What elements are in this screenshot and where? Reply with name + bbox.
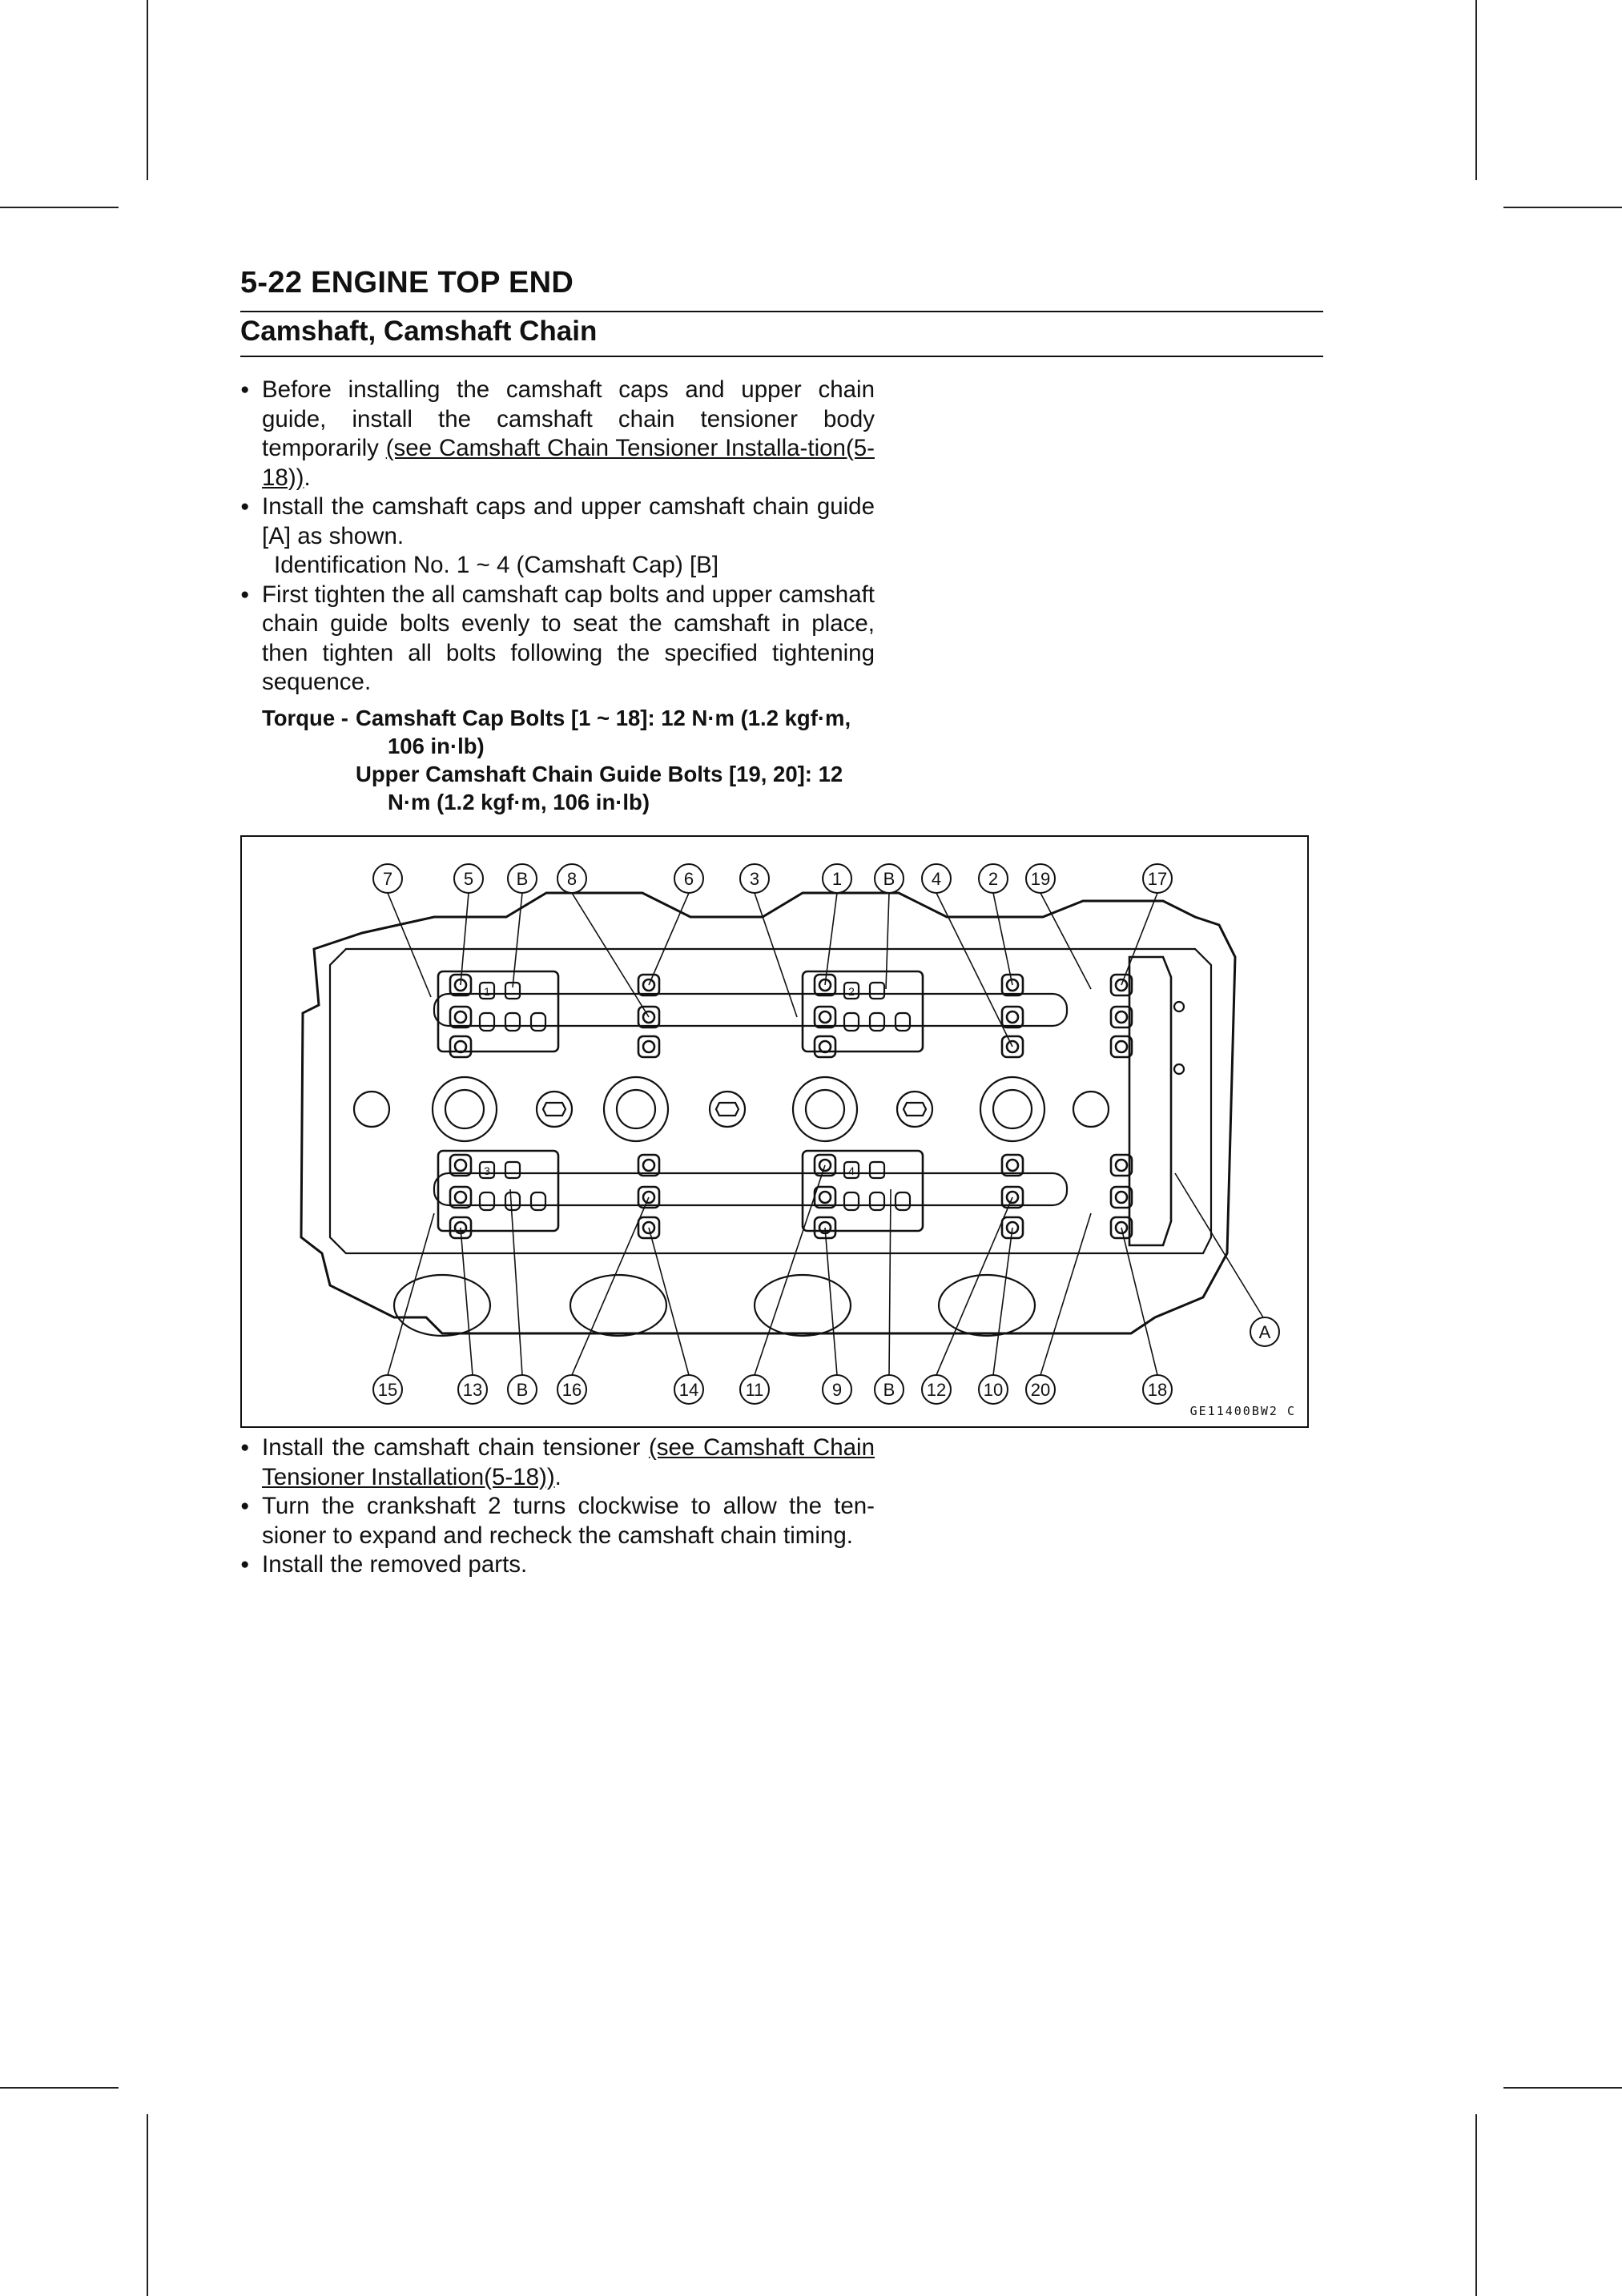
callout-bolt-8 bbox=[557, 864, 586, 893]
head-bolt bbox=[904, 1103, 926, 1116]
leader-line bbox=[825, 1228, 837, 1375]
cap-bolt bbox=[819, 1192, 831, 1203]
leader-line bbox=[993, 893, 1012, 985]
callout-bolt-7 bbox=[373, 864, 402, 893]
cap-bolt bbox=[643, 1041, 654, 1052]
callout-chain-guide bbox=[1250, 1317, 1279, 1346]
svg-text:18: 18 bbox=[1147, 1380, 1168, 1400]
cap-bolt bbox=[455, 1011, 466, 1023]
cap-id-number: 1 bbox=[484, 985, 490, 998]
exhaust-port bbox=[570, 1275, 666, 1336]
cap-bolt bbox=[819, 1011, 831, 1023]
cap-id-number: 3 bbox=[484, 1164, 490, 1177]
leader-line bbox=[461, 1228, 473, 1375]
cap-slot bbox=[531, 1192, 545, 1210]
crop-mark bbox=[0, 207, 119, 208]
exhaust-port bbox=[939, 1275, 1035, 1336]
torque-guide-bolts: Upper Camshaft Chain Guide Bolts [19, 20]: 12 bbox=[356, 761, 843, 786]
callout-bolt-18 bbox=[1143, 1375, 1172, 1404]
cap-bolt bbox=[643, 1160, 654, 1171]
svg-text:15: 15 bbox=[377, 1380, 398, 1400]
chain-guide-hole bbox=[1174, 1064, 1184, 1074]
head-bolt bbox=[716, 1103, 739, 1116]
cap-bolt bbox=[1002, 1007, 1023, 1027]
svg-text:11: 11 bbox=[745, 1380, 764, 1400]
cap-bolt bbox=[455, 1192, 466, 1203]
leader-line bbox=[1175, 1173, 1263, 1317]
cap-slot bbox=[844, 1013, 859, 1031]
leader-line bbox=[513, 893, 522, 987]
callout-bolt-19 bbox=[1026, 864, 1055, 893]
head-bolt bbox=[354, 1092, 389, 1127]
head-outline bbox=[301, 893, 1235, 1333]
spark-plug-well bbox=[980, 1077, 1044, 1141]
svg-text:13: 13 bbox=[462, 1380, 483, 1400]
svg-text:20: 20 bbox=[1030, 1380, 1051, 1400]
cap-id-number: 2 bbox=[848, 985, 855, 998]
cap-slot bbox=[870, 1192, 884, 1210]
exhaust-camshaft bbox=[434, 994, 1067, 1026]
leader-line bbox=[755, 1165, 825, 1375]
cap-slot bbox=[870, 983, 884, 999]
callout-labels bbox=[373, 864, 1279, 1404]
cap-bolt bbox=[1116, 1192, 1127, 1203]
callout-bolt-11 bbox=[740, 1375, 769, 1404]
cap-bolt bbox=[1007, 1011, 1018, 1023]
svg-text:5: 5 bbox=[463, 869, 474, 889]
page-title: Camshaft, Camshaft Chain bbox=[240, 316, 598, 347]
callout-bolt-15 bbox=[373, 1375, 402, 1404]
leader-lines bbox=[388, 893, 1263, 1375]
cap-bolt bbox=[815, 1007, 835, 1027]
cylinder-head-figure bbox=[240, 835, 1309, 1428]
head-bolt bbox=[897, 1092, 932, 1127]
cap-slot bbox=[505, 1162, 520, 1178]
engine-drawing bbox=[301, 893, 1235, 1336]
head-bolt bbox=[1073, 1092, 1109, 1127]
svg-text:19: 19 bbox=[1030, 869, 1051, 889]
cross-reference-link[interactable]: (see Camshaft Chain Tensioner Installa-tion(5-18)) bbox=[262, 435, 875, 491]
leader-line bbox=[649, 1228, 689, 1375]
cap-slot bbox=[896, 1192, 910, 1210]
svg-text:12: 12 bbox=[926, 1380, 947, 1400]
crop-mark bbox=[1475, 0, 1477, 180]
leader-line bbox=[1121, 893, 1157, 985]
head-bolt bbox=[537, 1092, 572, 1127]
step-item: ● Turn the crankshaft 2 turns clockwise to allow the ten-sioner to expand and recheck the camshaft chain timing. bbox=[240, 1492, 875, 1550]
crop-mark bbox=[147, 2114, 148, 2296]
callout-bolt-14 bbox=[674, 1375, 703, 1404]
exhaust-port bbox=[755, 1275, 851, 1336]
cap-slot bbox=[480, 1192, 494, 1210]
crop-mark bbox=[147, 0, 148, 180]
svg-text:B: B bbox=[516, 1380, 529, 1400]
callout-bolt-2 bbox=[979, 864, 1008, 893]
leader-line bbox=[388, 893, 431, 997]
step-item: ● Before installing the camshaft caps and upper chain guide, install the camshaft chain tensioner body temporarily (see Camshaft Chain Tensioner Installa-tion(5-18)). bbox=[240, 376, 875, 493]
cap-slot bbox=[896, 1013, 910, 1031]
svg-text:7: 7 bbox=[382, 869, 393, 889]
svg-text:6: 6 bbox=[683, 869, 694, 889]
instructions-after bbox=[240, 1433, 875, 1580]
svg-text:A: A bbox=[1258, 1322, 1271, 1342]
instructions-before bbox=[240, 376, 875, 816]
callout-bolt-13 bbox=[458, 1375, 487, 1404]
cap-slot bbox=[870, 1013, 884, 1031]
torque-spec: Torque - Camshaft Cap Bolts [1 ~ 18]: 12 N·m (1.2 kgf·m, 106 in·lb) Upper Camshaft Chain Guide Bolts [19, 20]: 12 N·m (1.2 kgf·m, 106 in·lb) bbox=[262, 705, 851, 814]
callout-cap-id bbox=[508, 1375, 537, 1404]
callout-cap-id bbox=[875, 864, 904, 893]
leader-line bbox=[993, 1228, 1012, 1375]
leader-line bbox=[755, 893, 797, 1017]
step-item: ● First tighten the all camshaft cap bolts and upper camshaft chain guide bolts evenly to seat the camshaft in place, then tighten all bolts following the specified tightening sequence. bbox=[240, 581, 875, 698]
spark-plug-well bbox=[433, 1077, 497, 1141]
svg-text:B: B bbox=[883, 869, 896, 889]
leader-line bbox=[572, 893, 649, 1017]
svg-text:B: B bbox=[516, 869, 529, 889]
spark-plug-well bbox=[793, 1077, 857, 1141]
leader-line bbox=[889, 1189, 891, 1375]
section-heading: 5-22 ENGINE TOP END bbox=[240, 266, 574, 300]
figure-code: GE11400BW2 C bbox=[1189, 1404, 1296, 1418]
crop-mark bbox=[1475, 2114, 1477, 2296]
cap-bolt bbox=[450, 1007, 471, 1027]
cap-slot bbox=[505, 1192, 520, 1210]
leader-line bbox=[388, 1213, 434, 1375]
svg-text:16: 16 bbox=[561, 1380, 582, 1400]
leader-line bbox=[886, 893, 889, 989]
torque-cap-bolts: Camshaft Cap Bolts [1 ~ 18]: 12 N·m (1.2 kgf·m, bbox=[356, 705, 851, 730]
head-bolt bbox=[543, 1103, 565, 1116]
cap-slot bbox=[505, 1013, 520, 1031]
spark-plug-well bbox=[993, 1090, 1032, 1128]
callout-bolt-10 bbox=[979, 1375, 1008, 1404]
cap-bolt bbox=[638, 1036, 659, 1057]
cap-slot bbox=[531, 1013, 545, 1031]
svg-text:8: 8 bbox=[566, 869, 578, 889]
identification-note: Identification No. 1 ~ 4 (Camshaft Cap) [B] bbox=[274, 552, 719, 578]
spark-plug-well bbox=[445, 1090, 484, 1128]
cap-bolt bbox=[1116, 1160, 1127, 1171]
callout-bolt-16 bbox=[557, 1375, 586, 1404]
spark-plug-well bbox=[604, 1077, 668, 1141]
svg-text:2: 2 bbox=[988, 869, 999, 889]
leader-line bbox=[1121, 1228, 1157, 1375]
intake-camshaft bbox=[434, 1173, 1067, 1205]
callout-bolt-1 bbox=[823, 864, 851, 893]
crop-mark bbox=[1503, 2087, 1622, 2089]
torque-label: Torque - bbox=[262, 705, 348, 730]
header-rule bbox=[240, 311, 1323, 312]
chain-guide-hole bbox=[1174, 1002, 1184, 1011]
upper-chain-guide bbox=[1129, 957, 1171, 1245]
exhaust-port bbox=[394, 1275, 490, 1336]
callout-bolt-9 bbox=[823, 1375, 851, 1404]
callout-bolt-17 bbox=[1143, 864, 1172, 893]
cap-bolt bbox=[1007, 1160, 1018, 1171]
spark-plug-well bbox=[617, 1090, 655, 1128]
cap-slot bbox=[480, 1013, 494, 1031]
svg-text:14: 14 bbox=[678, 1380, 699, 1400]
cap-bolt bbox=[1116, 1041, 1127, 1052]
leader-line bbox=[510, 1189, 522, 1375]
svg-text:4: 4 bbox=[931, 869, 942, 889]
step-item: ● Install the camshaft caps and upper camshaft chain guide [A] as shown. bbox=[240, 493, 875, 551]
svg-text:9: 9 bbox=[831, 1380, 843, 1400]
leader-line bbox=[936, 1197, 1012, 1375]
spark-plug-well bbox=[806, 1090, 844, 1128]
callout-bolt-6 bbox=[674, 864, 703, 893]
callout-bolt-20 bbox=[1026, 1375, 1055, 1404]
leader-line bbox=[1040, 1213, 1091, 1375]
cylinder-head-diagram bbox=[242, 837, 1307, 1426]
callout-bolt-4 bbox=[922, 864, 951, 893]
svg-text:3: 3 bbox=[749, 869, 760, 889]
step-item: ● Install the camshaft chain tensioner (see Camshaft Chain Tensioner Installation(5-18)). bbox=[240, 1433, 875, 1492]
step-item: ● Install the removed parts. bbox=[240, 1550, 875, 1580]
crop-mark bbox=[0, 2087, 119, 2089]
svg-text:1: 1 bbox=[831, 869, 843, 889]
crop-mark bbox=[1503, 207, 1622, 208]
callout-bolt-12 bbox=[922, 1375, 951, 1404]
svg-text:B: B bbox=[883, 1380, 896, 1400]
head-bolt bbox=[710, 1092, 745, 1127]
cap-slot bbox=[844, 1192, 859, 1210]
cap-id-number: 4 bbox=[848, 1164, 855, 1177]
callout-cap-id bbox=[875, 1375, 904, 1404]
cap-slot bbox=[870, 1162, 884, 1178]
cap-bolt bbox=[1116, 1011, 1127, 1023]
leader-line bbox=[572, 1197, 649, 1375]
cap-bolt bbox=[450, 1036, 471, 1057]
callout-bolt-5 bbox=[454, 864, 483, 893]
callout-bolt-3 bbox=[740, 864, 769, 893]
callout-cap-id bbox=[508, 864, 537, 893]
svg-text:10: 10 bbox=[983, 1380, 1004, 1400]
cap-bolt bbox=[815, 1036, 835, 1057]
cross-reference-link[interactable]: (see Camshaft Chain Tensioner Installation(5-18)) bbox=[262, 1434, 875, 1490]
cap-bolt bbox=[455, 1160, 466, 1171]
header-rule bbox=[240, 356, 1323, 357]
svg-text:17: 17 bbox=[1147, 869, 1168, 889]
